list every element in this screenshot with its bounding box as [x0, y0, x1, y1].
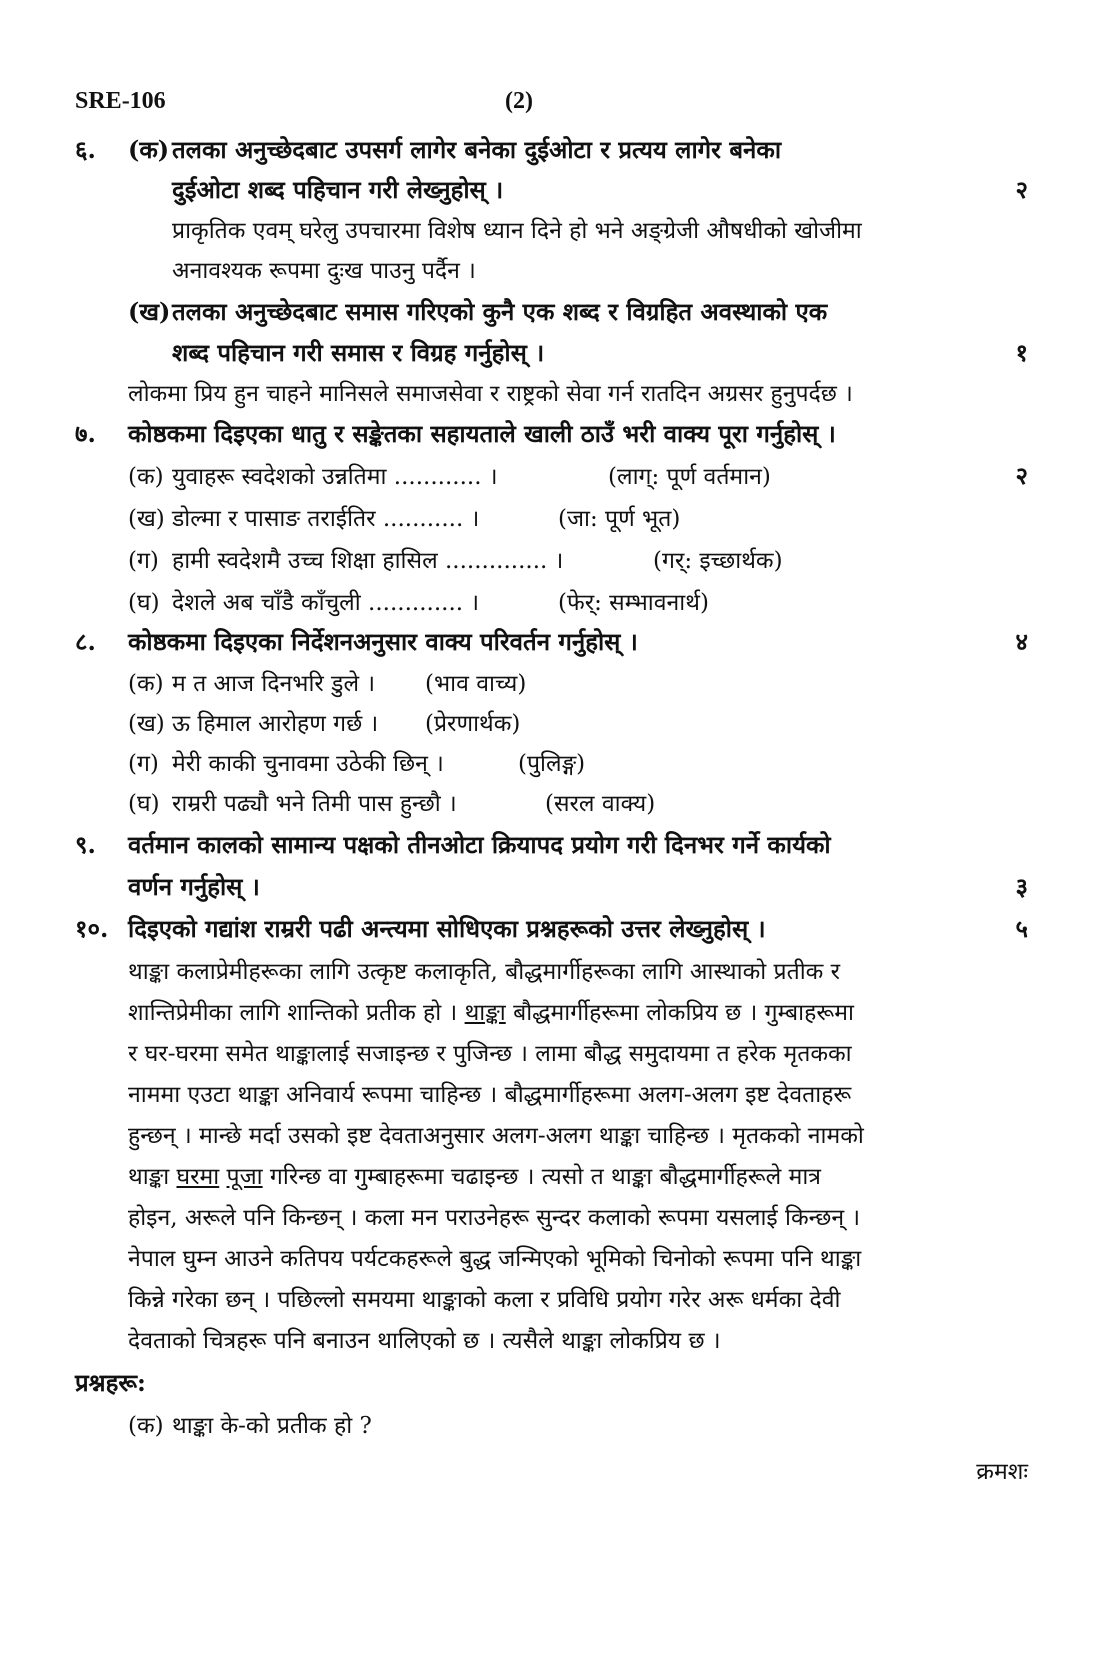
- q7-item-ga-text: हामी स्वदेशमै उच्च शिक्षा हासिल .............. ।: [172, 548, 564, 574]
- q6-kha-marks: १: [1015, 338, 1028, 367]
- q8-item-kha-text: ऊ हिमाल आरोहण गर्छ ।: [172, 711, 379, 737]
- q7-marks: २: [1015, 461, 1028, 490]
- q6-kha-line2: शब्द पहिचान गरी समास र विग्रह गर्नुहोस् ।: [172, 338, 545, 367]
- underlined-word-puja: पूजा: [226, 1164, 263, 1190]
- question-ka-label: (क): [128, 1413, 164, 1439]
- passage-line-1: थाङ्का कलाप्रेमीहरूका लागि उत्कृष्ट कलाकृति, बौद्धमार्गीहरूका लागि आस्थाको प्रतीक र: [128, 959, 841, 985]
- q6-kha-label: (ख): [128, 297, 171, 326]
- q10-title: दिइएको गद्यांश राम्ररी पढी अन्त्यमा सोधिएका प्रश्नहरूको उत्तर लेख्नुहोस् ।: [128, 914, 766, 943]
- passage-line-4: नाममा एउटा थाङ्का अनिवार्य रूपमा चाहिन्छ । बौद्धमार्गीहरूमा अलग-अलग इष्ट देवताहरू: [128, 1082, 852, 1108]
- q8-item-kha-label: (ख): [128, 711, 165, 737]
- q8-item-ga-text: मेरी काकी चुनावमा उठेकी छिन् ।: [172, 751, 444, 777]
- q6-kha-line1: तलका अनुच्छेदबाट समास गरिएको कुनै एक शब्द र विग्रहित अवस्थाको एक: [172, 297, 828, 326]
- underlined-word-gharma: घरमा: [176, 1164, 220, 1190]
- passage-line-3: र घर-घरमा समेत थाङ्कालाई सजाइन्छ र पुजिन्छ । लामा बौद्ध समुदायमा त हरेक मृतकका: [128, 1041, 852, 1067]
- passage-line-9: किन्ने गरेका छन् । पछिल्लो समयमा थाङ्काको कला र प्रविधि प्रयोग गरेर अरू धर्मका देवी: [128, 1287, 841, 1313]
- page-number: (2): [505, 88, 533, 114]
- q8-item-ka-hint: (भाव वाच्य): [425, 671, 527, 697]
- passage-line-10: देवताको चित्रहरू पनि बनाउन थालिएको छ । त्यसैले थाङ्का लोकप्रिय छ ।: [128, 1328, 721, 1354]
- underlined-word-thangka: थाङ्का: [464, 1000, 506, 1026]
- passage-line-6: [128, 1159, 821, 1191]
- q8-number: ८.: [75, 627, 96, 656]
- q8-item-gha-text: राम्ररी पढ्यौ भने तिमी पास हुन्छौ ।: [172, 791, 457, 817]
- q7-item-kha-hint: (जा: पूर्ण भूत): [558, 506, 681, 532]
- questions-heading: प्रश्नहरू:: [75, 1368, 146, 1397]
- q8-title: कोष्ठकमा दिइएका निर्देशनअनुसार वाक्य परिवर्तन गर्नुहोस् ।: [128, 627, 638, 656]
- continued-label: क्रमशः: [976, 1459, 1028, 1485]
- q7-item-kha-label: (ख): [128, 506, 165, 532]
- q7-item-gha-hint: (फेर्: सम्भावनार्थ): [558, 590, 709, 616]
- q8-item-gha-hint: (सरल वाक्य): [545, 791, 656, 817]
- q8-item-ka-text: म त आज दिनभरि डुले ।: [172, 671, 376, 697]
- q8-item-ga-hint: (पुलिङ्ग): [518, 751, 586, 777]
- passage-line-2b: बौद्धमार्गीहरूमा लोकप्रिय छ । गुम्बाहरूमा: [513, 1000, 854, 1026]
- q7-item-ka-hint: (लाग्: पूर्ण वर्तमान): [608, 464, 771, 490]
- q7-item-ka-label: (क): [128, 464, 164, 490]
- passage-line-5: हुन्छन् । मान्छे मर्दा उसको इष्ट देवताअनुसार अलग-अलग थाङ्का चाहिन्छ । मृतकको नामको: [128, 1123, 864, 1149]
- q9-line2: वर्णन गर्नुहोस् ।: [128, 872, 260, 901]
- q7-item-ga-label: (ग): [128, 548, 159, 574]
- passage-line-6a: थाङ्का: [128, 1164, 170, 1190]
- q6-ka-label: (क): [128, 135, 170, 164]
- question-ka-text: थाङ्का के-को प्रतीक हो ?: [172, 1413, 372, 1439]
- q6-ka-marks: २: [1015, 175, 1028, 204]
- paper-code: SRE-106: [75, 88, 166, 114]
- q7-item-kha-text: डोल्मा र पासाङ तराईतिर ........... ।: [172, 506, 480, 532]
- passage-line-2a: शान्तिप्रेमीका लागि शान्तिको प्रतीक हो ।: [128, 1000, 458, 1026]
- q6-kha-passage: लोकमा प्रिय हुन चाहने मानिसले समाजसेवा र राष्ट्रको सेवा गर्न रातदिन अग्रसर हुनुपर्दछ ।: [128, 381, 853, 407]
- q7-number: ७.: [75, 419, 96, 448]
- q10-marks: ५: [1015, 914, 1028, 943]
- q8-item-gha-label: (घ): [128, 791, 160, 817]
- q10-number: १०.: [75, 914, 109, 943]
- q9-line1: वर्तमान कालको सामान्य पक्षको तीनओटा क्रियापद प्रयोग गरी दिनभर गर्ने कार्यको: [128, 830, 831, 859]
- passage-line-2: [128, 995, 854, 1027]
- q7-item-ka-text: युवाहरू स्वदेशको उन्नतिमा ............ ।: [172, 464, 498, 490]
- q6-ka-passage-line1: प्राकृतिक एवम् घरेलु उपचारमा विशेष ध्यान दिने हो भने अङ्ग्रेजी औषधीको खोजीमा: [172, 218, 862, 244]
- passage-line-7: होइन, अरूले पनि किन्छन् । कला मन पराउनेहरू सुन्दर कलाको रूपमा यसलाई किन्छन् ।: [128, 1205, 861, 1231]
- q8-marks: ४: [1015, 627, 1028, 656]
- q7-item-gha-text: देशले अब चाँडै काँचुली ............. ।: [172, 590, 480, 616]
- q7-item-ga-hint: (गर्: इच्छार्थक): [653, 548, 783, 574]
- q6-ka-line1: तलका अनुच्छेदबाट उपसर्ग लागेर बनेका दुईओटा र प्रत्यय लागेर बनेका: [172, 135, 782, 164]
- q8-item-ga-label: (ग): [128, 751, 159, 777]
- passage-line-6b: गरिन्छ वा गुम्बाहरूमा चढाइन्छ । त्यसो त थाङ्का बौद्धमार्गीहरूले मात्र: [269, 1164, 821, 1190]
- q8-item-kha-hint: (प्रेरणार्थक): [425, 711, 521, 737]
- q6-number: ६.: [75, 135, 96, 164]
- q9-number: ९.: [75, 830, 96, 859]
- passage-line-8: नेपाल घुम्न आउने कतिपय पर्यटकहरूले बुद्ध जन्मिएको भूमिको चिनोको रूपमा पनि थाङ्का: [128, 1246, 862, 1272]
- q7-item-gha-label: (घ): [128, 590, 160, 616]
- q8-item-ka-label: (क): [128, 671, 164, 697]
- q7-title: कोष्ठकमा दिइएका धातु र सङ्केतका सहायताले खाली ठाउँ भरी वाक्य पूरा गर्नुहोस् ।: [128, 419, 836, 448]
- q6-ka-line2: दुईओटा शब्द पहिचान गरी लेख्नुहोस् ।: [172, 175, 504, 204]
- q6-ka-passage-line2: अनावश्यक रूपमा दुःख पाउनु पर्दैन ।: [172, 258, 476, 284]
- q9-marks: ३: [1015, 872, 1028, 901]
